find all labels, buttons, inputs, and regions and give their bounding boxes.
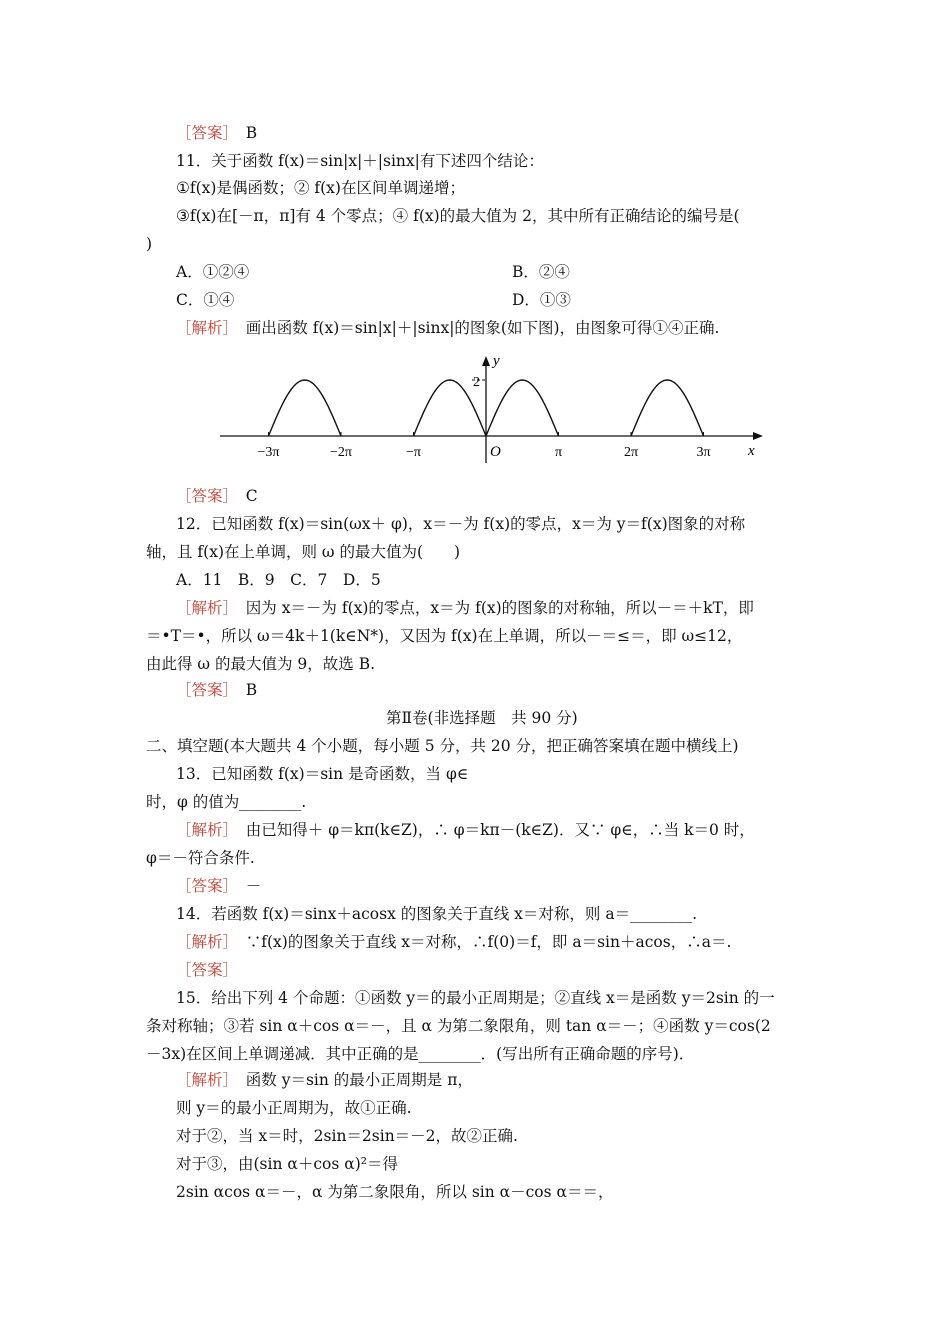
solution-tag: ［解析］	[176, 319, 231, 337]
answer-13	[176, 876, 261, 896]
solution-text: ∵f(x)的图象关于直线 x＝对称，∴f(0)＝f，即 a＝sin＋acos，∴a＝.	[230, 933, 732, 951]
y-axis-label: y	[493, 353, 500, 369]
solution-text: 由已知得＋ φ＝kπ(k∈Z)，∴ φ＝kπ－(k∈Z)．又∵ φ∈，∴当 k＝0 时，	[230, 821, 755, 839]
question-11-line-2: ①f(x)是偶函数；② f(x)在区间单调递增；	[176, 179, 465, 197]
question-13-line-2: 时，φ 的值为________.	[146, 793, 307, 811]
option-a: A．①②④	[176, 263, 250, 281]
solution-14	[176, 932, 731, 952]
part-2-heading: 第Ⅱ卷(非选择题 共 90 分)	[386, 709, 578, 727]
answer-tag: ［答案］	[176, 877, 231, 895]
question-11-line-3: ③f(x)在[－π，π]有 4 个零点；④ f(x)的最大值为 2，其中所有正确结论的编号是(	[176, 207, 740, 225]
question-15-line-2: 条对称轴；③若 sin α＋cos α＝－，且 α 为第二象限角，则 tan α＝－；④函数 y＝cos(2	[146, 1017, 771, 1035]
solution-tag: ［解析］	[176, 933, 231, 951]
tick-label: π	[554, 445, 563, 460]
solution-text: 函数 y＝sin 的最小正周期是 π，	[230, 1071, 473, 1089]
answer-10	[176, 123, 257, 143]
tick-label: −π	[406, 445, 421, 460]
solution-tag: ［解析］	[176, 599, 231, 617]
option-b: B．②④	[512, 263, 570, 281]
answer-14	[176, 960, 238, 980]
curve-hump-3	[486, 380, 559, 436]
answer-value: B	[230, 681, 258, 699]
origin-label: O	[490, 444, 501, 460]
solution-15-line-5: 2sin αcos α＝－，α 为第二象限角，所以 sin α－cos α＝＝，	[176, 1183, 614, 1201]
x-axis-arrow	[753, 432, 763, 440]
answer-value: －	[230, 877, 262, 895]
question-12-options: A．11 B．9 C．7 D．5	[176, 571, 381, 589]
question-15-line-1: 15．给出下列 4 个命题：①函数 y＝的最小正周期是；②直线 x＝是函数 y＝2sin 的一	[176, 989, 775, 1007]
tick-label: 2π	[623, 445, 639, 460]
question-12-line-2: 轴，且 f(x)在上单调，则 ω 的最大值为( )	[146, 543, 461, 561]
solution-12-line-3: 由此得 ω 的最大值为 9，故选 B.	[146, 655, 376, 673]
curve-hump-4	[631, 380, 704, 436]
answer-value: C	[230, 487, 258, 505]
tick-label: −2π	[330, 445, 352, 460]
solution-15-line-4: 对于③，由(sin α＋cos α)²＝得	[176, 1155, 398, 1173]
solution-tag: ［解析］	[176, 821, 231, 839]
answer-12	[176, 680, 257, 700]
answer-tag: ［答案］	[176, 487, 231, 505]
function-graph	[210, 348, 770, 468]
x-axis	[220, 432, 763, 440]
max-label: 2	[473, 375, 480, 390]
answer-value: B	[230, 124, 258, 142]
answer-tag: ［答案］	[176, 124, 231, 142]
tick-label: −3π	[257, 445, 280, 460]
solution-text: 画出函数 f(x)＝sin|x|＋|sinx|的图象(如下图)，由图象可得①④正确.	[230, 319, 720, 337]
x-axis-label: x	[748, 443, 755, 459]
solution-11	[176, 318, 719, 338]
solution-tag: ［解析］	[176, 1071, 231, 1089]
question-11-line-1: 11．关于函数 f(x)＝sin|x|＋|sinx|有下述四个结论：	[176, 152, 544, 170]
solution-text: 因为 x＝－为 f(x)的零点，x＝为 f(x)的图象的对称轴，所以－＝＋kT，即	[230, 599, 754, 617]
solution-15-line-3: 对于②，当 x＝时，2sin＝2sin＝－2，故②正确.	[176, 1127, 518, 1145]
solution-12-line-2: ＝•T＝•，所以 ω＝4k＋1(k∈N*)，又因为 f(x)在上单调，所以－＝≤＝，即 ω≤12，	[146, 627, 743, 645]
y-axis	[482, 356, 490, 463]
solution-12-line-1	[176, 598, 754, 618]
tick-label: 3π	[696, 445, 711, 460]
question-15-line-3: －3x)在区间上单调递减．其中正确的是________．(写出所有正确命题的序号)．	[146, 1045, 695, 1063]
question-11-line-4: )	[146, 235, 153, 253]
option-d: D．①③	[512, 291, 571, 309]
option-c: C．①④	[176, 291, 235, 309]
solution-13-line-2: φ＝－符合条件.	[146, 849, 255, 867]
solution-15-line-1	[176, 1070, 473, 1090]
question-13-line-1: 13．已知函数 f(x)＝sin 是奇函数，当 φ∈	[176, 765, 469, 783]
y-axis-arrow	[482, 356, 490, 366]
answer-11	[176, 486, 258, 506]
answer-tag: ［答案］	[176, 961, 239, 979]
question-14: 14．若函数 f(x)＝sinx＋acosx 的图象关于直线 x＝对称，则 a＝________.	[176, 905, 697, 923]
section-2-heading: 二、填空题(本大题共 4 个小题，每小题 5 分，共 20 分，把正确答案填在题中横线上)	[146, 737, 739, 755]
solution-13-line-1	[176, 820, 755, 840]
answer-tag: ［答案］	[176, 681, 231, 699]
solution-15-line-2: 则 y＝的最小正周期为，故①正确.	[176, 1099, 412, 1117]
question-12-line-1: 12．已知函数 f(x)＝sin(ωx＋ φ)，x＝－为 f(x)的零点，x＝为 y＝f(x)图象的对称	[176, 515, 746, 533]
curve-hump-1	[269, 380, 342, 436]
